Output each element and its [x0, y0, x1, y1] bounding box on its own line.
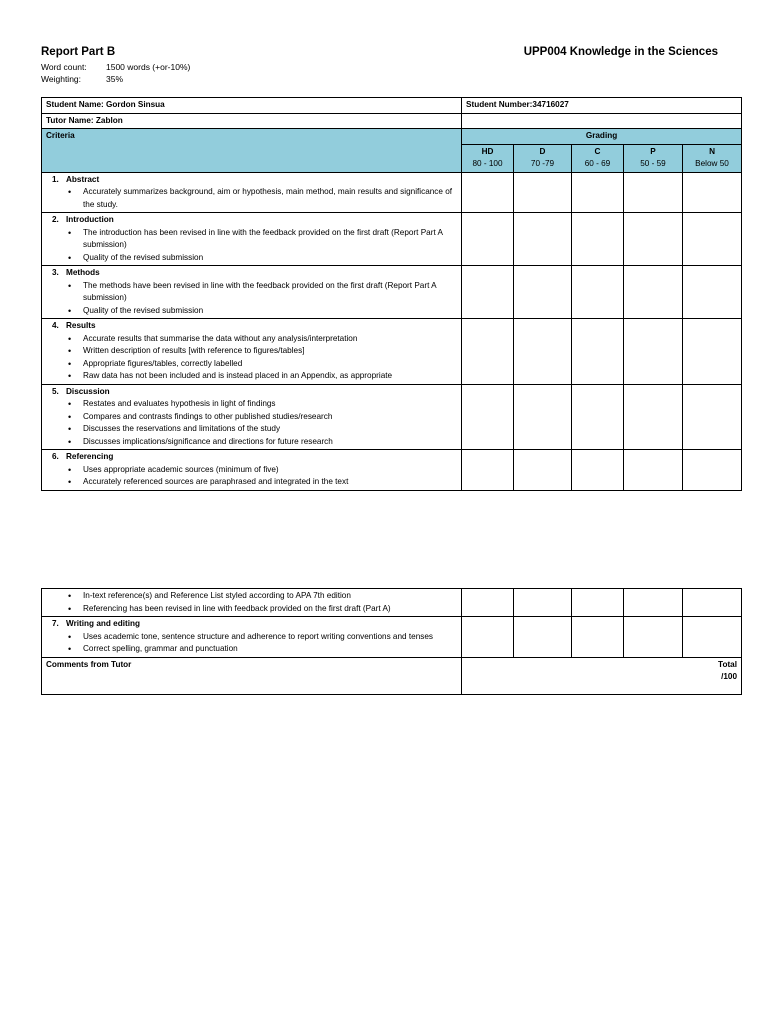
list-item: • Raw data has not been included and is instead placed in an Appendix, as appropriate	[83, 370, 457, 383]
grade-cell[interactable]	[462, 213, 514, 266]
grade-cell[interactable]	[624, 450, 683, 491]
bullet-list	[46, 186, 457, 211]
grade-cell[interactable]	[462, 617, 514, 658]
criteria-header: Criteria	[42, 129, 462, 173]
weighting-row	[41, 73, 341, 85]
criterion-row	[42, 213, 742, 266]
criterion-name: Introduction	[66, 215, 114, 224]
grade-p	[624, 144, 683, 172]
grading-head-row	[42, 129, 742, 145]
grade-code: N	[709, 146, 715, 156]
bullet-list	[46, 333, 457, 383]
rubric-table	[41, 97, 742, 491]
criterion-row	[42, 172, 742, 213]
word-count-value: 1500 words (+or-10%)	[106, 62, 191, 72]
criterion-row	[42, 617, 742, 658]
criterion-title	[52, 386, 457, 399]
grade-cell[interactable]	[462, 384, 514, 450]
criterion-name: Methods	[66, 268, 100, 277]
grading-header: Grading	[462, 129, 742, 145]
grade-cell[interactable]	[572, 450, 624, 491]
student-number: Student Number:34716027	[462, 98, 742, 114]
tutor-row	[42, 113, 742, 129]
criterion-cell	[42, 384, 462, 450]
criterion-name: Results	[66, 321, 96, 330]
grade-cell[interactable]	[624, 589, 683, 617]
grade-cell[interactable]	[572, 319, 624, 385]
list-item: • Compares and contrasts findings to other published studies/research	[83, 411, 457, 424]
comments-row	[42, 657, 742, 694]
criterion-title	[52, 267, 457, 280]
grade-cell[interactable]	[514, 319, 572, 385]
criterion-title	[52, 214, 457, 227]
total-cell[interactable]	[462, 657, 742, 694]
criterion-row	[42, 450, 742, 491]
grade-cell[interactable]	[683, 319, 742, 385]
criterion-number: 6.	[52, 452, 59, 461]
grade-cell[interactable]	[572, 384, 624, 450]
criterion-name: Referencing	[66, 452, 114, 461]
grade-cell[interactable]	[514, 266, 572, 319]
grade-cell[interactable]	[572, 617, 624, 658]
list-item: • Quality of the revised submission	[83, 252, 457, 265]
bullet-list	[46, 590, 457, 615]
list-item: • Referencing has been revised in line with feedback provided on the first draft (Part A)	[83, 603, 457, 616]
grade-range: 50 - 59	[640, 159, 666, 168]
grade-code: P	[650, 146, 656, 156]
list-item: • Discusses implications/significance and directions for future research	[83, 436, 457, 449]
criterion-number: 3.	[52, 268, 59, 277]
grade-range: 60 - 69	[584, 159, 611, 168]
grade-cell[interactable]	[683, 172, 742, 213]
grade-cell[interactable]	[624, 266, 683, 319]
criterion-name: Abstract	[66, 174, 100, 184]
grade-cell[interactable]	[462, 589, 514, 617]
list-item: • In-text reference(s) and Reference List styled according to APA 7th edition	[83, 590, 457, 603]
list-item: • Accurately summarizes background, aim or hypothesis, main method, main results and significance of the study.	[83, 186, 457, 211]
grade-cell[interactable]	[462, 172, 514, 213]
criterion-cell	[42, 266, 462, 319]
grade-cell[interactable]	[683, 450, 742, 491]
list-item: • Accurately referenced sources are paraphrased and integrated in the text	[83, 476, 457, 489]
grade-hd	[462, 144, 514, 172]
grade-cell[interactable]	[514, 589, 572, 617]
list-item: • Discusses the reservations and limitations of the study	[83, 423, 457, 436]
grade-range: 80 - 100	[472, 159, 503, 168]
unit-title: UPP004 Knowledge in the Sciences	[523, 46, 718, 58]
criterion-title	[52, 618, 457, 631]
criterion-row	[42, 319, 742, 385]
grade-d	[514, 144, 572, 172]
grade-code: C	[594, 146, 601, 156]
rubric-table-continued	[41, 588, 742, 695]
report-title: Report Part B	[41, 46, 116, 58]
grade-cell[interactable]	[514, 617, 572, 658]
total-label: Total	[718, 659, 737, 669]
grade-cell[interactable]	[462, 450, 514, 491]
grade-cell[interactable]	[683, 266, 742, 319]
grade-code: D	[539, 146, 546, 156]
list-item: • Appropriate figures/tables, correctly labelled	[83, 358, 457, 371]
grade-cell[interactable]	[572, 172, 624, 213]
total-value: /100	[721, 672, 737, 681]
grade-cell[interactable]	[514, 172, 572, 213]
criterion-cell	[42, 617, 462, 658]
grade-cell[interactable]	[624, 384, 683, 450]
word-count-row	[41, 61, 341, 73]
criterion-number: 2.	[52, 215, 59, 224]
list-item: • Uses academic tone, sentence structure and adherence to report writing conventions and tenses	[83, 631, 457, 644]
criterion-row-continued	[42, 589, 742, 617]
tutor-name: Tutor Name: Zablon	[42, 113, 462, 129]
list-item: • Accurate results that summarise the data without any analysis/interpretation	[83, 333, 457, 346]
criterion-title	[52, 320, 457, 333]
report-header	[41, 46, 341, 85]
grade-cell[interactable]	[624, 319, 683, 385]
list-item: • Quality of the revised submission	[83, 305, 457, 318]
grade-cell[interactable]	[514, 213, 572, 266]
criterion-row	[42, 266, 742, 319]
grade-c	[572, 144, 624, 172]
list-item: • The methods have been revised in line with the feedback provided on the first draft (Report Part A submission)	[83, 280, 457, 305]
grade-cell[interactable]	[572, 213, 624, 266]
criterion-row	[42, 384, 742, 450]
grade-code: HD	[481, 146, 494, 156]
grade-n	[683, 144, 742, 172]
criterion-number: 7.	[52, 619, 59, 628]
criterion-name: Writing and editing	[66, 619, 140, 628]
student-name: Student Name: Gordon Sinsua	[42, 98, 462, 114]
student-row	[42, 98, 742, 114]
list-item: • The introduction has been revised in line with the feedback provided on the first draft (Report Part A submission)	[83, 227, 457, 252]
grade-cell[interactable]	[683, 589, 742, 617]
criterion-number: 5.	[52, 386, 59, 396]
word-count-label: Word count:	[41, 62, 87, 72]
criterion-number: 4.	[52, 321, 59, 330]
grade-cell[interactable]	[572, 266, 624, 319]
grade-cell[interactable]	[462, 319, 514, 385]
criterion-number: 1.	[52, 174, 59, 184]
grade-cell[interactable]	[514, 384, 572, 450]
bullet-list	[46, 631, 457, 656]
grade-cell[interactable]	[683, 213, 742, 266]
criterion-cell	[42, 319, 462, 385]
grade-cell[interactable]	[624, 213, 683, 266]
grade-cell[interactable]	[683, 617, 742, 658]
weighting-value: 35%	[106, 74, 124, 84]
grade-cell[interactable]	[624, 172, 683, 213]
bullet-list	[46, 280, 457, 318]
bullet-list	[46, 464, 457, 489]
bullet-list	[46, 227, 457, 265]
list-item: • Correct spelling, grammar and punctuation	[83, 643, 457, 656]
bullet-list	[46, 398, 457, 448]
criterion-name: Discussion	[66, 386, 110, 396]
comments-label: Comments from Tutor	[42, 657, 462, 694]
criterion-title	[52, 451, 457, 464]
grade-cell[interactable]	[462, 266, 514, 319]
criterion-cell	[42, 213, 462, 266]
grade-range: Below 50	[695, 159, 729, 168]
weighting-label: Weighting:	[41, 74, 82, 84]
grade-cell[interactable]	[624, 617, 683, 658]
tutor-empty-cell	[462, 113, 742, 129]
grade-cell[interactable]	[683, 384, 742, 450]
criterion-title	[52, 174, 457, 187]
criterion-cell	[42, 450, 462, 491]
criterion-cell	[42, 589, 462, 617]
list-item: • Restates and evaluates hypothesis in light of findings	[83, 398, 457, 411]
criterion-cell	[42, 172, 462, 213]
grade-cell[interactable]	[572, 589, 624, 617]
grade-range: 70 -79	[530, 159, 555, 168]
list-item: • Uses appropriate academic sources (minimum of five)	[83, 464, 457, 477]
list-item: • Written description of results [with reference to figures/tables]	[83, 345, 457, 358]
grade-cell[interactable]	[514, 450, 572, 491]
